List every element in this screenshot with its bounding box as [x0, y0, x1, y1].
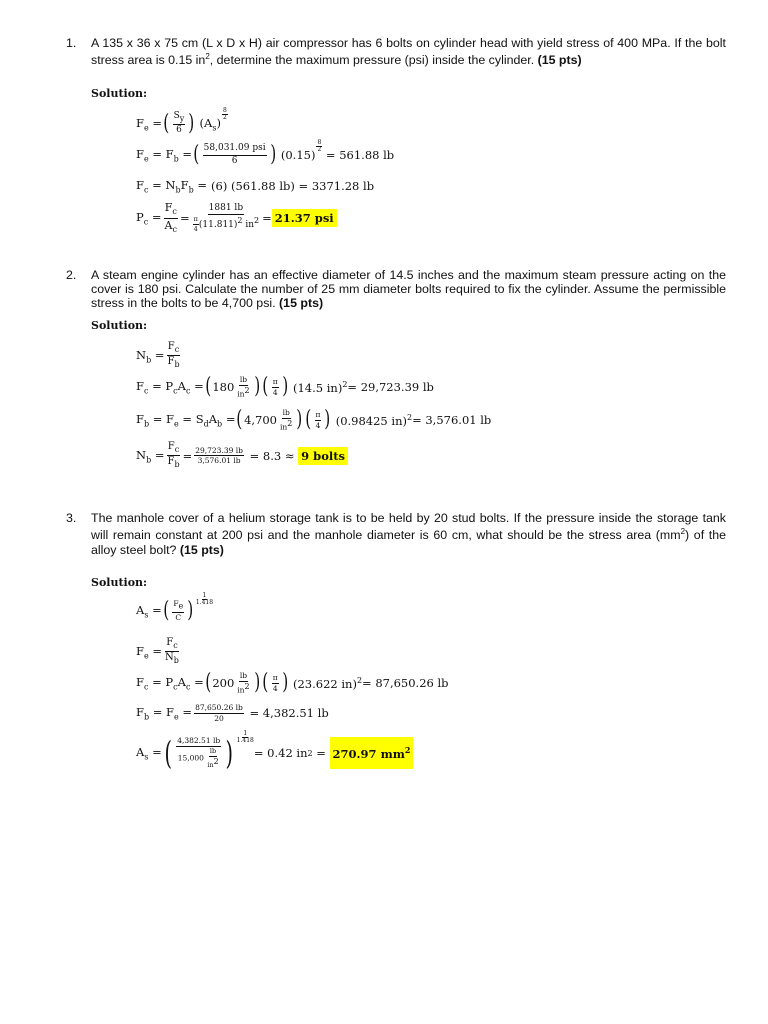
equation: $A_s$ = ( $\frac{F_e}{C}$ ) 1 1.418: [136, 591, 214, 623]
equation: $F_c = P_cA_c$ = ( 180 $\frac{lb}{in^2}$ ) ( $\frac{\pi}{4}$ ) (14.5 in)$^2$ = 29,723.39 lb: [136, 374, 434, 400]
problem-text: The manhole cover of a helium storage tank is to be held by 20 stud bolts. If the pressure inside the storage tank will remain constant at 200 psi and the manhole diameter is 60 cm, what should be the stress area $(mm^2)$ of the alloy steel bolt? (15 pts): [91, 511, 726, 557]
problem-text: A steam engine cylinder has an effective diameter of 14.5 inches and the maximum steam pressure acting on the cover is 180 psi. Calculate the number of 25 mm diameter bolts required to fix the cylinder. Assume the permissible stress in the bolts to be 4,700 psi. (15 pts): [91, 268, 726, 311]
problem-3: [66, 511, 726, 557]
problem-1: [66, 36, 726, 68]
problem-number: 1.: [66, 36, 77, 50]
answer-highlight: 9 bolts: [298, 447, 348, 465]
answer-highlight: 270.97 $mm^2$: [330, 737, 414, 769]
problem-2: [66, 268, 726, 311]
equation: $F_b = F_e = S_dA_b$ = ( 4,700 $\frac{lb}{in^2}$ ) ( $\frac{\pi}{4}$ ) (0.98425 in)$^2$ = 3,576.01 lb: [136, 407, 492, 433]
equation: $F_e$ = $\frac{F_c}{N_b}$: [136, 637, 179, 666]
solution-label: Solution:: [91, 319, 148, 332]
equation: $F_b = F_e$ = $\frac{87,650.26 lb}{20}$ = 4,382.51 lb: [136, 703, 329, 723]
equation: $A_s$ = ( 4,382.51 lb 15,000 $\frac{lb}{in^2}$ ) $\frac{1}{1.418}$ = 0.42 in 2 = 270.97 $mm^2$: [136, 737, 413, 769]
equation: $F_c = N_bF_b$ = (6) (561.88 lb) = 3371.28 lb: [136, 178, 375, 195]
equation: $P_c$ = $\frac{F_c}{A_c}$ = 1881 lb $\frac{\pi}{4}$ $(11.811)^2$ $in^2$ = 21.37 psi: [136, 202, 337, 234]
equation: $N_b$ = $\frac{F_c}{F_b}$ = $\frac{29,723.39 lb}{3,576.01 lb}$ = 8.3 ≈ 9 bolts: [136, 442, 348, 470]
equation: $F_c = P_cA_c$ = ( 200 $\frac{lb}{in^2}$ ) ( $\frac{\pi}{4}$ ) (23.622 in)$^2$ = 87,650.26 lb: [136, 670, 449, 696]
equation: $N_b$ = $\frac{F_c}{F_b}$: [136, 341, 180, 370]
problem-number: 3.: [66, 511, 77, 525]
equation: $F_e$ = ( $\frac{S_y}{6}$ ) $(A_s)$ 8 2: [136, 107, 227, 136]
equation: $F_e = F_b$ = ( $\frac{\text{58,031.09 psi}}{6}$ ) (0.15) 8 2 = 561.88 lb: [136, 138, 395, 167]
solution-label: Solution:: [91, 87, 148, 100]
solution-label: Solution:: [91, 576, 148, 589]
answer-highlight: 21.37 psi: [272, 209, 337, 227]
problem-text: A 135 x 36 x 75 cm (L x D x H) air compressor has 6 bolts on cylinder head with yield stress of 400 MPa. If the bolt stress area is 0.15 $in^2$, determine the maximum pressure (psi) inside the cylinder. (15 pts): [91, 36, 726, 68]
problem-number: 2.: [66, 268, 77, 282]
